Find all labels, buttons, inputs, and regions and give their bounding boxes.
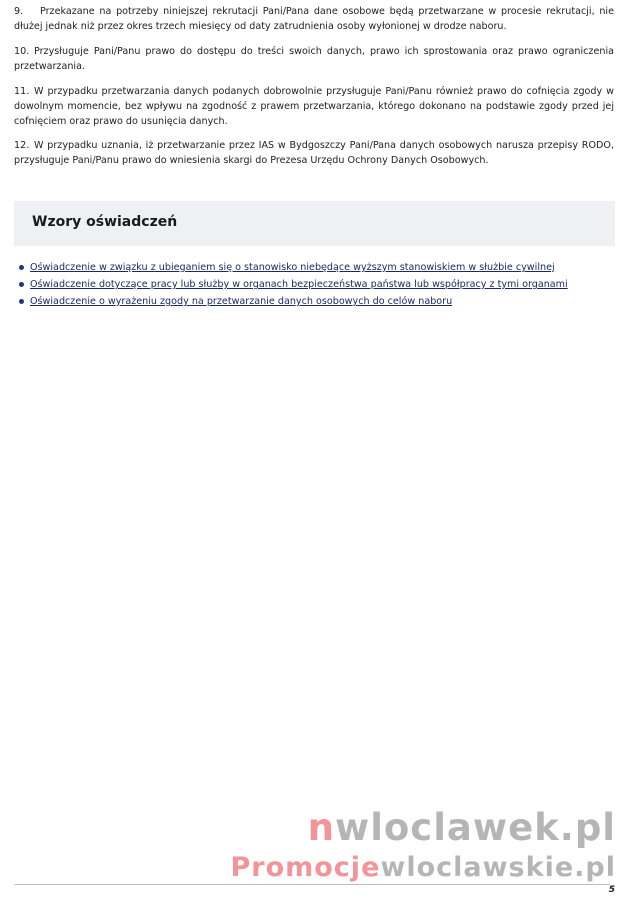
- list-item: [14, 259, 568, 276]
- bullet-icon: [19, 265, 24, 270]
- watermark-logo: nwloclawek.pl: [307, 806, 616, 849]
- statement-link-security-organs[interactable]: Oświadczenie dotyczące pracy lub służby w organach bezpieczeństwa państwa lub współpracy z tymi organami: [30, 279, 568, 290]
- paragraph-11: [14, 84, 614, 129]
- paragraph-number: 11.: [14, 86, 30, 97]
- footer-divider: [14, 884, 610, 885]
- list-item: [14, 276, 568, 293]
- paragraph-text: Przysługuje Pani/Panu prawo do dostępu do treści swoich danych, prawo ich sprostowania oraz prawo ograniczenia przetwarzania.: [14, 46, 614, 72]
- paragraph-text: W przypadku przetwarzania danych podanych dobrowolnie przysługuje Pani/Panu również prawo do cofnięcia zgody w dowolnym momencie, bez wpływu na zgodność z prawem przetwarzania, którego dokonano na podstawie zgody przed jej cofnięciem oraz prawo do usunięcia danych.: [14, 86, 614, 127]
- statement-link-civil-service[interactable]: Oświadczenie w związku z ubieganiem się o stanowisko niebędące wyższym stanowiskiem w służbie cywilnej: [30, 262, 555, 273]
- page-number: 5: [608, 885, 615, 895]
- bullet-icon: [19, 299, 24, 304]
- watermark-logo: Promocjewloclawskie.pl: [230, 852, 616, 883]
- section-title: Wzory oświadczeń: [32, 214, 178, 230]
- paragraph-text: Przekazane na potrzeby niniejszej rekrutacji Pani/Pana dane osobowe będą przetwarzane w procesie rekrutacji, nie dłużej jednak niż przez okres trzech miesięcy od daty zatrudnienia osoby wyłonionej w drodze naboru.: [14, 6, 614, 32]
- list-item: [14, 293, 568, 310]
- paragraph-9: [14, 4, 614, 34]
- section-header: [14, 201, 615, 246]
- paragraph-number: 9.: [14, 6, 24, 17]
- paragraph-12: [14, 138, 614, 168]
- statement-link-data-consent[interactable]: Oświadczenie o wyrażeniu zgody na przetwarzanie danych osobowych do celów naboru: [30, 296, 453, 307]
- paragraph-10: [14, 44, 614, 74]
- paragraph-number: 12.: [14, 140, 30, 151]
- statement-links-list: [14, 259, 568, 310]
- bullet-icon: [19, 282, 24, 287]
- paragraph-number: 10.: [14, 46, 30, 57]
- paragraph-text: W przypadku uznania, iż przetwarzanie przez IAS w Bydgoszczy Pani/Pana danych osobowych narusza przepisy RODO, przysługuje Pani/Panu prawo do wniesienia skargi do Prezesa Urzędu Ochrony Danych Osobowych.: [14, 140, 614, 166]
